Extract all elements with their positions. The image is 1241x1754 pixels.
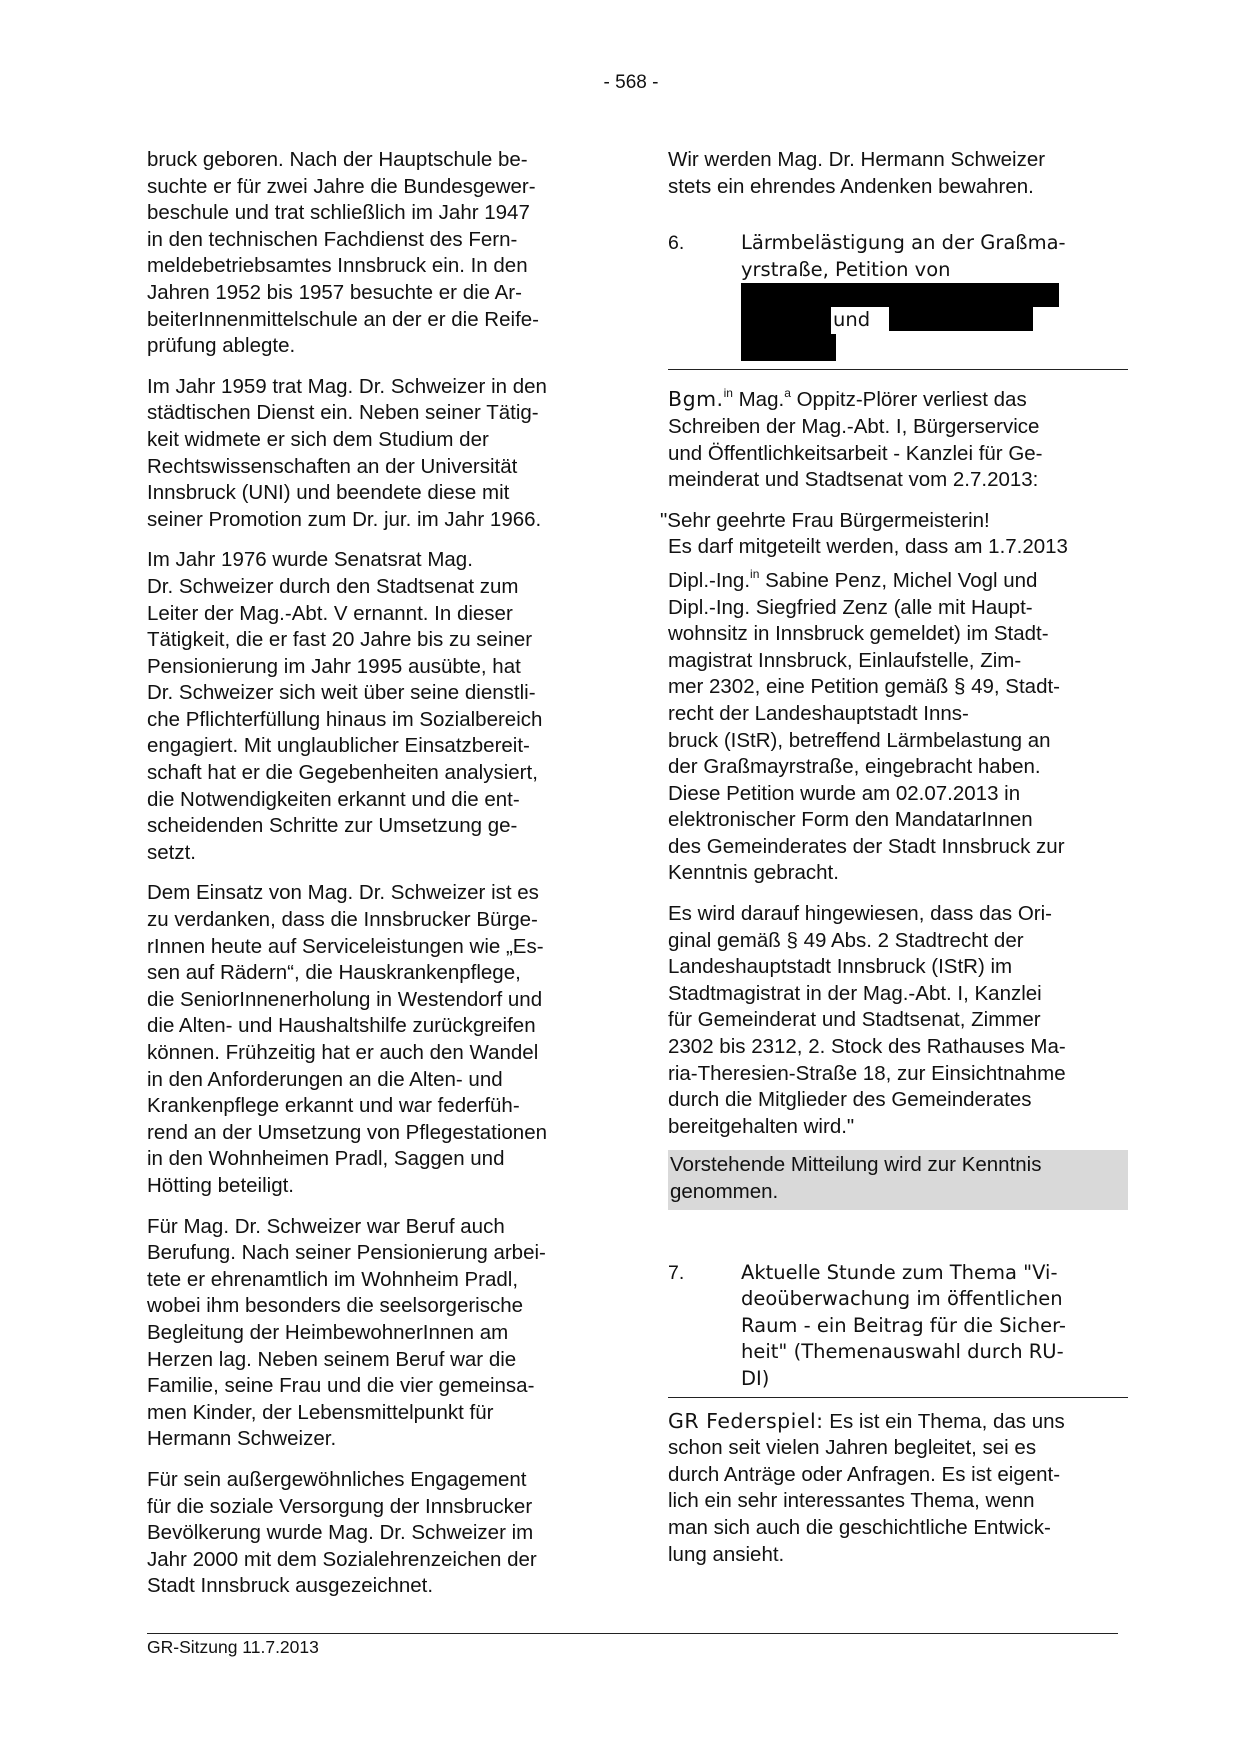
right-column <box>660 147 1128 1582</box>
redaction-bar <box>889 305 1033 331</box>
left-paragraph-5: Für Mag. Dr. Schweizer war Beruf auch Berufung. Nach seiner Pensionierung arbei- tete er ehrenamtlich im Wohnheim Pradl, wobei ihm besonders die seelsorgerische Begleitung der HeimbewohnerInnen am Herzen lag. Neben seinem Beruf war die Familie, seine Frau und die vier gemeinsa- men Kinder, der Lebensmittelpunkt für Hermann Schweizer. <box>147 1214 546 1451</box>
page-number: - 568 - <box>603 72 659 93</box>
left-paragraph-4: Dem Einsatz von Mag. Dr. Schweizer ist es zu verdanken, dass die Innsbrucker Bürge- rInnen heute auf Serviceleistungen wie „Es- sen auf Rädern“, die Hauskrankenpflege, die SeniorInnenerholung in Westendorf und die Alten- und Haushaltshilfe zurückgreifen können. Frühzeitig hat er auch den Wandel in den Anforderungen an die Alten- und Krankenpflege erkannt und war federfüh- rend an der Umsetzung von Pflegestationen in den Wohnheimen Pradl, Saggen und Hötting beteiligt. <box>147 881 548 1197</box>
decision-box: Vorstehende Mitteilung wird zur Kenntnis genommen. <box>668 1150 1128 1209</box>
left-paragraph-3: Im Jahr 1976 wurde Senatsrat Mag. Dr. Schweizer durch den Stadtsenat zum Leiter der Mag.-Abt. V ernannt. In dieser Tätigkeit, die er fast 20 Jahre bis zu seiner Pensionierung im Jahr 1995 ausübte, hat Dr. Schweizer sich weit über seine dienstli- che Pflichterfüllung hinaus im Sozialbereich engagiert. Mit unglaublicher Einsatzbereit- schaft hat er die Gegebenheiten analysiert, die Notwendigkeiten erkannt und die ent- scheidenden Schritte zur Umsetzung ge- setzt. <box>147 548 543 864</box>
redaction-bar <box>741 331 836 361</box>
left-paragraph-2: Im Jahr 1959 trat Mag. Dr. Schweizer in den städtischen Dienst ein. Neben seiner Tätig- keit widmete er sich dem Studium der Rechtswissenschaften an der Universität Innsbruck (UNI) und beendete diese mit seiner Promotion zum Dr. jur. im Jahr 1966. <box>147 374 547 531</box>
heading-divider <box>668 1397 1128 1398</box>
left-paragraph-1: bruck geboren. Nach der Hauptschule be- suchte er für zwei Jahre die Bundesgewer- beschule und trat schließlich im Jahr 1947 in den technischen Fachdienst des Fern- meldebetriebsamtes Innsbruck ein. In den Jahren 1952 bis 1957 besuchte er die Ar- beiterInnenmittelschule an der er die Reife- prüfung ablegte. <box>147 148 539 358</box>
footer-divider <box>147 1633 1118 1634</box>
agenda-item-7-heading: 7. Aktuelle Stunde zum Thema "Vi- deoüberwachung im öffentlichen Raum - ein Beitrag für die Sicher- heit" (Themenauswahl durch RU- DI) <box>668 1260 1066 1390</box>
item-7-speech: GR Federspiel: Es ist ein Thema, das uns schon seit vielen Jahren begleitet, sei es durch Anträge oder Anfragen. Es ist eigent- lich ein sehr interessantes Thema, wenn man sich auch die geschichtliche Entwick- lung ansieht. <box>668 1408 1065 1566</box>
speaker-name: GR Federspiel: <box>668 1408 824 1433</box>
left-column <box>147 147 602 1614</box>
agenda-item-6-heading: 6. Lärmbelästigung an der Graßma- yrstraße, Petition von und <box>668 230 1128 369</box>
left-paragraph-6: Für sein außergewöhnliches Engagement für die soziale Versorgung der Innsbrucker Bevölkerung wurde Mag. Dr. Schweizer im Jahr 2000 mit dem Sozialehrenzeichen der Stadt Innsbruck ausgezeichnet. <box>147 1467 537 1598</box>
redaction-connector: und <box>831 307 872 334</box>
footer-session-date: GR-Sitzung 11.7.2013 <box>147 1637 319 1657</box>
agenda-item-7-number: 7. <box>668 1261 685 1284</box>
item-6-intro: Bgm.$^{in}$ Mag.$^a$ Oppitz-Plörer verliest das Schreiben der Mag.-Abt. I, Bürgerservice und Öffentlichkeitsarbeit - Kanzlei für Ge- meinderat und Stadtsenat vom 2.7.2013: <box>668 386 1043 492</box>
item-6-quote: "Sehr geehrte Frau Bürgermeisterin! Es darf mitgeteilt werden, dass am 1.7.2013 Dipl.-Ing.$^{in}$ Sabine Penz, Michel Vogl und Dipl.-Ing. Siegfried Zenz (alle mit Haupt- wohnsitz in Innsbruck gemeldet) im Stadt- magistrat Innsbruck, Einlaufstelle, Zim- mer 2302, eine Petition gemäß § 49, Stadt- recht der Landeshauptstadt Inns- bruck (IStR), betreffend Lärmbelastung an der Graßmayrstraße, eingebracht haben. Diese Petition wurde am 02.07.2013 in elektronischer Form den MandatarInnen des Gemeinderates der Stadt Innsbruck zur Kenntnis gebracht. <box>660 508 1068 885</box>
heading-divider <box>668 369 1128 370</box>
item-6-quote-paragraph-2: Es wird darauf hingewiesen, dass das Ori- ginal gemäß § 49 Abs. 2 Stadtrecht der Landeshauptstadt Innsbruck (IStR) im Stadtmagistrat in der Mag.-Abt. I, Kanzlei für Gemeinderat und Stadtsenat, Zimmer 2302 bis 2312, 2. Stock des Rathauses Ma- ria-Theresien-Straße 18, zur Einsichtnahme durch die Mitglieder des Gemeinderates bereitgehalten wird." <box>668 902 1066 1138</box>
agenda-item-6-number: 6. <box>668 232 685 255</box>
redaction-bar <box>741 283 1059 307</box>
closing-paragraph: Wir werden Mag. Dr. Hermann Schweizer stets ein ehrendes Andenken bewahren. <box>668 148 1046 198</box>
redacted-names <box>741 283 1128 365</box>
